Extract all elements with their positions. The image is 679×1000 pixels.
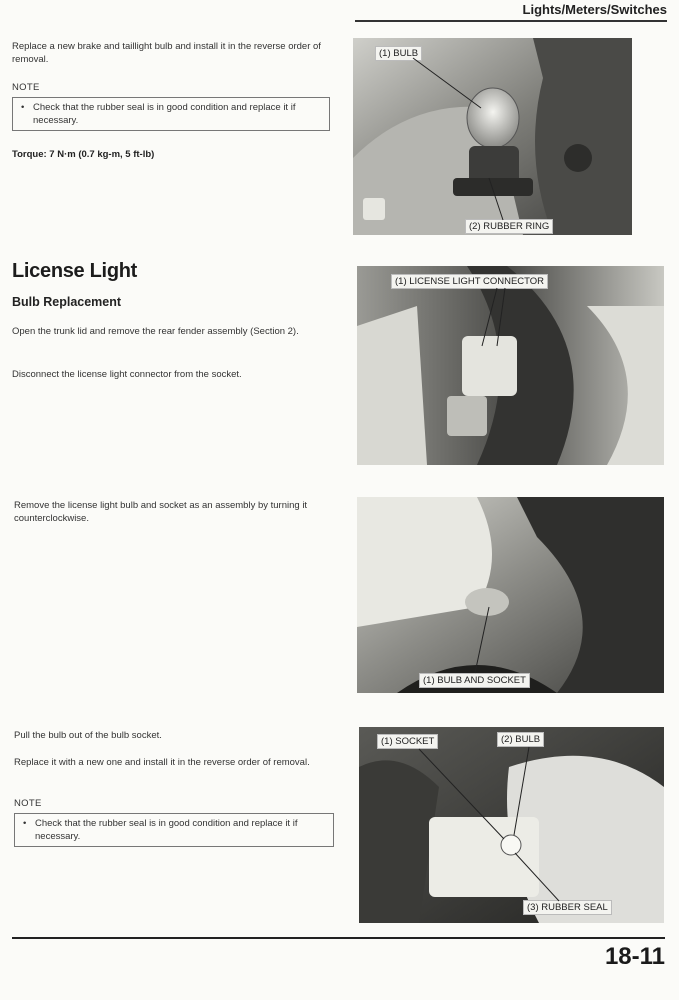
- leader-lines: [357, 497, 664, 693]
- callout-bulb: (1) BULB: [375, 46, 422, 61]
- note-bullet: •: [23, 818, 27, 829]
- brake-bulb-instruction: Replace a new brake and taillight bulb and install it in the reverse order of removal.: [12, 41, 321, 65]
- note-text: Check that the rubber seal is in good condition and replace it if necessary.: [33, 102, 296, 126]
- leader-lines: [357, 266, 664, 465]
- step-pull-bulb: Pull the bulb out of the bulb socket.: [14, 730, 162, 741]
- callout-socket: (1) SOCKET: [377, 734, 438, 749]
- note-text: Check that the rubber seal is in good condition and replace it if necessary.: [35, 818, 298, 842]
- section-title: License Light: [12, 260, 138, 282]
- subsection-title: Bulb Replacement: [12, 295, 122, 309]
- photo-bulb-and-socket: [357, 497, 664, 693]
- callout-rubber-seal: (3) RUBBER SEAL: [523, 900, 612, 915]
- step-replace-bulb: Replace it with a new one and install it in the reverse order of removal.: [14, 757, 310, 768]
- photo-brake-bulb: [353, 38, 632, 235]
- step-open-trunk: Open the trunk lid and remove the rear fender assembly (Section 2).: [12, 326, 299, 337]
- callout-license-light-connector: (1) LICENSE LIGHT CONNECTOR: [391, 274, 548, 289]
- note-label: NOTE: [12, 82, 40, 93]
- step-disconnect-connector: Disconnect the license light connector from the socket.: [12, 369, 242, 380]
- step-remove-bulb-socket: Remove the license light bulb and socket as an assembly by turning it counterclockwise.: [14, 500, 308, 524]
- callout-bulb: (2) BULB: [497, 732, 544, 747]
- callout-rubber-ring: (2) RUBBER RING: [465, 219, 553, 234]
- photo-socket-bulb-seal: [359, 727, 664, 923]
- footer-rule: [12, 937, 665, 939]
- header-rule: [355, 20, 667, 22]
- torque-spec: Torque: 7 N·m (0.7 kg-m, 5 ft-lb): [12, 149, 155, 160]
- note-label: NOTE: [14, 798, 42, 809]
- running-header: Lights/Meters/Switches: [522, 2, 667, 17]
- note-bullet: •: [21, 102, 25, 113]
- leader-lines: [359, 727, 664, 923]
- page-number: 18-11: [604, 943, 665, 970]
- note-box: [12, 97, 330, 131]
- note-box: [14, 813, 334, 847]
- photo-license-connector: [357, 266, 664, 465]
- callout-bulb-and-socket: (1) BULB AND SOCKET: [419, 673, 530, 688]
- leader-lines: [353, 38, 632, 235]
